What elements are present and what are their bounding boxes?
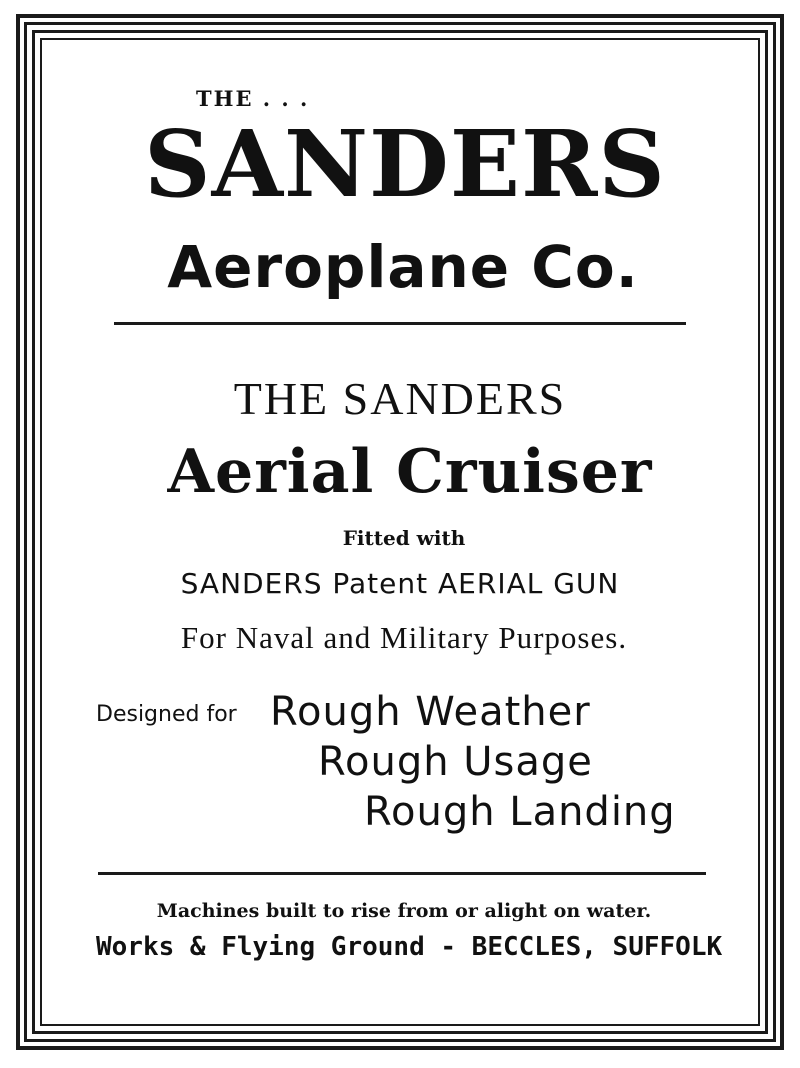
top-divider [114, 322, 686, 325]
fitted-with-text: Fitted with [342, 526, 466, 550]
aerial-gun-text: SANDERS Patent AERIAL GUN [180, 567, 620, 600]
works-location: Works & Flying Ground - BECCLES, SUFFOLK [96, 932, 723, 962]
design-line-usage: Rough Usage [318, 739, 593, 785]
purpose-text: For Naval and Military Purposes. [180, 620, 628, 655]
designed-for-label: Designed for [96, 702, 237, 727]
product-name: Aerial Cruiser [167, 437, 653, 507]
product-intro: THE SANDERS [233, 373, 567, 424]
company-type: Aeroplane Co. [167, 233, 639, 301]
machines-note: Machines built to rise from or alight on water. [156, 900, 652, 922]
company-name: SANDERS [144, 110, 666, 218]
heading-the: THE . . . [196, 86, 310, 111]
design-line-landing: Rough Landing [364, 789, 676, 835]
design-line-weather: Rough Weather [270, 689, 591, 735]
bottom-divider [98, 872, 706, 875]
